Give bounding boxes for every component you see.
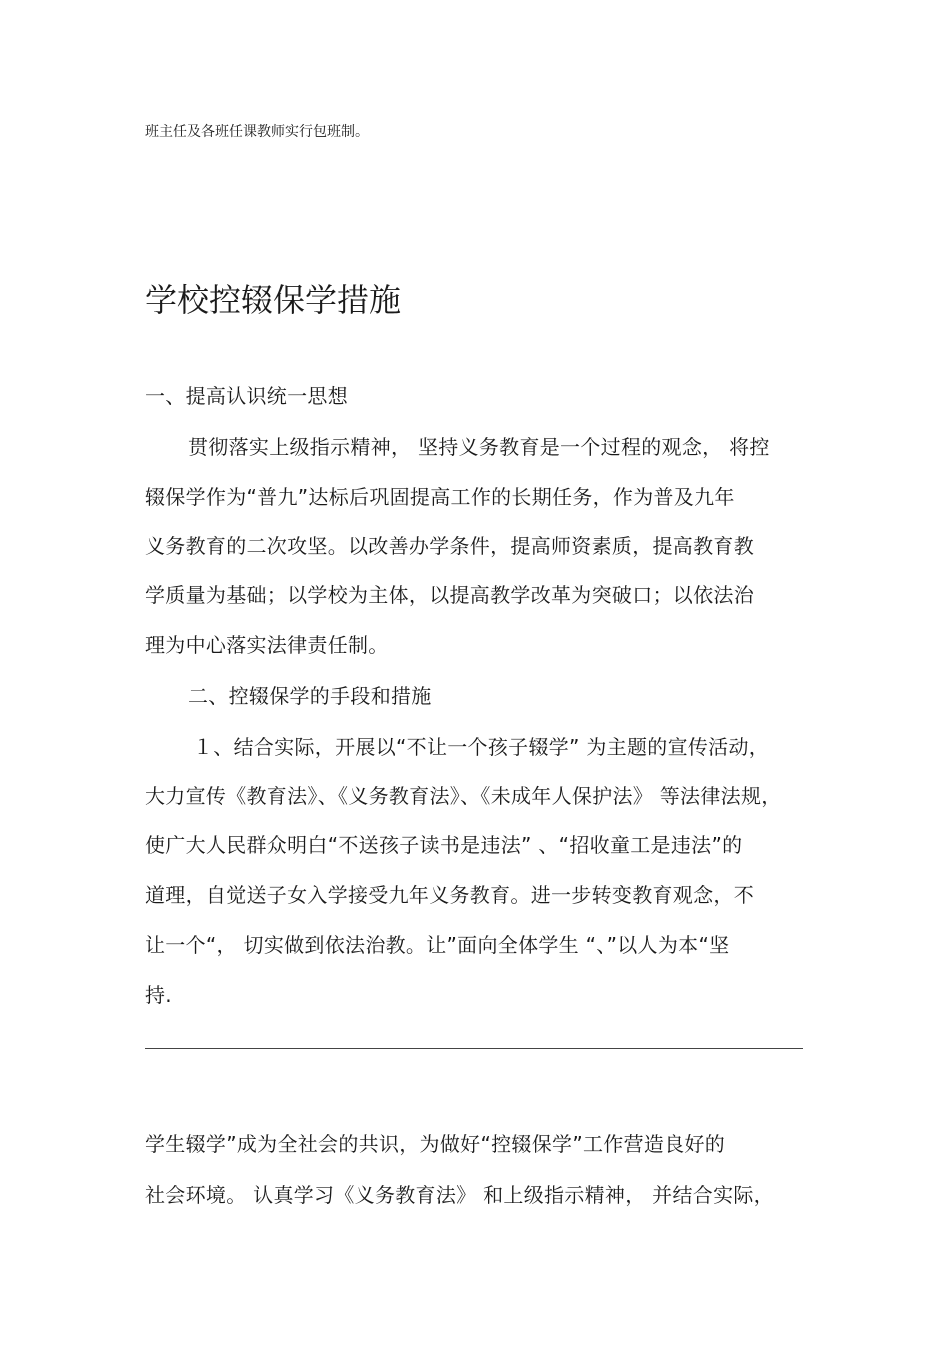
paragraph-line: 贯彻落实上级指示精神， 坚持义务教育是一个过程的观念， 将控: [188, 435, 770, 459]
paragraph-line: 大力宣传《教育法》、《义务教育法》、《未成年人保护法》 等法律法规，: [145, 784, 782, 808]
section-heading-1: 一、提高认识统一思想: [145, 384, 348, 408]
paragraph-line: 学生辍学”成为全社会的共识，为做好“控辍保学”工作营造良好的: [145, 1132, 726, 1156]
page-title: 学校控辍保学措施: [145, 281, 402, 319]
paragraph-line: 义务教育的二次攻坚。以改善办学条件，提高师资素质，提高教育教: [145, 534, 754, 558]
section-heading-2: 二、控辍保学的手段和措施: [188, 684, 432, 708]
horizontal-divider: [145, 1048, 803, 1049]
paragraph-line: 辍保学作为“普九”达标后巩固提高工作的长期任务，作为普及九年: [145, 485, 735, 509]
paragraph-line: 让一个“， 切实做到依法治教。让”面向全体学生 “、”以人为本“坚: [145, 933, 730, 957]
paragraph-line: １、结合实际，开展以“不让一个孩子辍学” 为主题的宣传活动，: [193, 735, 770, 759]
paragraph-line: 使广大人民群众明白“不送孩子读书是违法” 、“招收童工是违法”的: [145, 833, 743, 857]
paragraph-line: 道理，自觉送子女入学接受九年义务教育。进一步转变教育观念，不: [145, 883, 754, 907]
top-note: 班主任及各班任课教师实行包班制。: [145, 124, 369, 140]
paragraph-line: 社会环境。 认真学习《义务教育法》 和上级指示精神， 并结合实际，: [145, 1183, 774, 1207]
paragraph-line: 学质量为基础；以学校为主体，以提高教学改革为突破口；以依法治: [145, 583, 754, 607]
paragraph-line: 理为中心落实法律责任制。: [145, 633, 389, 657]
paragraph-line: 持.: [145, 983, 172, 1007]
